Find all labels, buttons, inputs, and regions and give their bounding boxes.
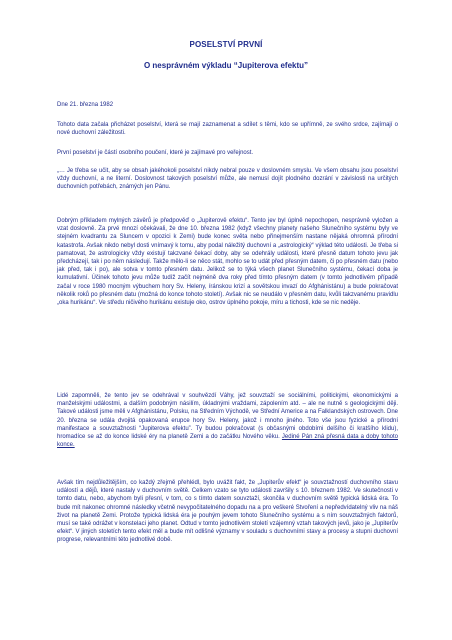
paragraph-2: První poselství je částí osobního poučení, které je zajímavé pro veřejnost.	[57, 150, 254, 156]
paragraph-6: Avšak tím nejdůležitějším, co každý zřejmě přehlédl, bylo uvážit fakt, že „Jupiterův efekt“ je souvztažností duchovního stavu událostí a dějů, které nastaly v duchovním světě. Celkem vzato se tyto události završily s 10. březnem 1982. Ve skutečnosti v tomto datu, nebo, abychom byli přesní, v tom, co s tímto datem souvztaží, skončila v duchovním světě typická lidská éra. To bude mít nakonec ohromné následky včetně nevypočitatelného dopadu na a pro veškeré Stvoření a nepředvídatelný vliv na náš život na planetě Zemi. Protože typická lidská éra je pouhým jevem tohoto Slunečního systému a s ním souvztažných faktorů, musí se také odrážet v konstelaci jeho planet. Odtud v tomto jednotlivém století vzájemný vztah takových jevů, jako je „Jupiterův efekt“. V jiných stoletích tento efekt měl a bude mít odlišné významy v souladu s duchovními stavy a procesy a stupni duchovní progrese, relevantními této jednotlivé době.	[57, 480, 398, 544]
paragraph-3: „… Je třeba se učit, aby se obsah jakéhokoli poselství nikdy nebral pouze v doslovném smyslu. Ve všem obsahu jsou poselství vždy duchovní, a ne literní. Doslovnost takových poselství může, ale nemusí dojít plodného dozrání v závislosti na určitých duchovních potřebách, známých jen Pánu.	[57, 168, 398, 191]
underlined-sentence: Jediné Pán zná přesná data a doby tohoto konce.	[57, 434, 398, 449]
paragraph-5-text: Lidé zapomněli, že tento jev se odehrával v souhvězdí Váhy, jež souvztaží se sociálními, politickými, ekonomickými a manželskými událostmi, a dalším podobným násilím, úkladnými vraždami, zápolením atd. – ale ne nutně s geologickými ději. Takové události jsme měli v Afghánistánu, Polsku, na Středním Východě, ve Střední Americe a na Falklandských ostrovech. Dne 20. března se udála dvojitá opakovaná erupce hory Sv. Heleny, jakož i mnoho jiného. Toto vše jsou fyzické a přírodní manifestace a souvztažnosti “Jupiterova efektu”. Ty budou pokračovat (s občasnými obdobími delšího či kratšího klidu), hromadíce se až do konce lidské éry na planetě Zemi a do začátku Nového věku.	[57, 393, 398, 441]
document-title: POSELSTVÍ PRVNÍ	[189, 40, 263, 49]
paragraph-4: Dobrým příkladem mylných závěrů je předpověď o „Jupiterově efektu“. Tento jev byl úplně nepochopen, nesprávně vyložen a vzat doslovně. Za prvé mnozí očekávali, že dne 10. března 1982 (když všechny planety našeho Slunečního systému byly ve stejném kvadrantu za Sluncem v opozici k Zemi) bude konec světa nebo přinejmenším nastane nějaká ohromná přírodní katastrofa. Avšak nikdo nebyl dosti vnímavý k tomu, aby podal náležitý duchovní a „astrologický“ výklad této události. Je třeba si pamatovat, že astrologicky vždy existují takzvané čekací doby, aby se odehrály události, které přesně datum tohoto jevu jak předcházejí, tak i po něm následují. Takže mělo-li se něco stát, mohlo se to udát před přesným datem, či po přesném datu (nebo jak před, tak i po), ale sotva v tomto přesném datu. Jelikož se to týká všech planet Slunečního systému, čekací doba je kumulativní. Účinek tohoto jevu může tudíž začít nejméně dva roky před tímto přesným datem (v tomto jednotlivém případě začal v roce 1980 mocným výbuchem hory Sv. Heleny, íránskou krizí a sovětskou invazí do Afghánistánu) a bude pokračovat několik roků po přesném datu (možná do konce tohoto století). Avšak nic se neudálo v přesném datu, kvůli takzvanému pravidlu „oka hurikánu“. Ve středu ničivého hurikánu existuje oko, ostrov úplného pokoje, míru a tichosti, kde se nic neděje.	[57, 218, 398, 307]
document-date: Dne 21. března 1982	[57, 102, 114, 108]
paragraph-1: Tohoto data začala přicházet poselství, která se mají zaznamenat a sdílet s těmi, kdo se upřímně, ze svého srdce, zajímají o nové duchovní záležitosti.	[57, 122, 398, 137]
document-subtitle: O nesprávném výkladu “Jupiterova efektu”	[143, 61, 309, 70]
paragraph-5	[57, 392, 398, 449]
